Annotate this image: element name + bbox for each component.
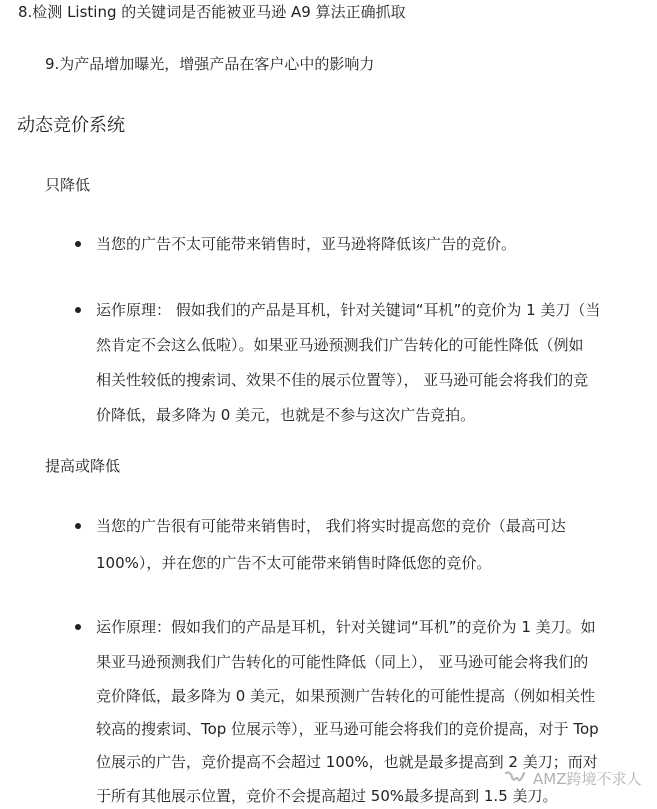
bullet-marker xyxy=(75,307,81,313)
wechat-channel-icon xyxy=(503,769,527,789)
s1-bullet2-line2: 然肯定不会这么低啦）。如果亚马逊预测我们广告转化的可能性降低（例如 xyxy=(96,336,584,354)
list-item-8: 8.检测 Listing 的关键词是否能被亚马逊 A9 算法正确抓取 xyxy=(18,3,406,21)
bullet-marker xyxy=(75,241,81,247)
s2-bullet2-line5: 位展示的广告，竞价提高不会超过 100%，也就是最多提高到 2 美刀；而对 xyxy=(96,753,598,771)
s2-bullet2-line3: 竞价降低，最多降为 0 美元，如果预测广告转化的可能性提高（例如相关性 xyxy=(96,687,596,705)
bullet-marker xyxy=(75,624,81,630)
s1-bullet2-line3: 相关性较低的搜索词、效果不佳的展示位置等）， 亚马逊可能会将我们的竞 xyxy=(96,371,589,389)
s2-bullet2-line4: 较高的搜索词、Top 位展示等），亚马逊可能会将我们的竞价提高，对于 Top xyxy=(96,720,599,738)
watermark xyxy=(503,768,641,789)
s2-bullet1-line2: 100%），并在您的广告不太可能带来销售时降低您的竞价。 xyxy=(96,554,492,572)
bullet-marker xyxy=(75,523,81,529)
subsection-title-decrease-only: 只降低 xyxy=(45,176,91,194)
s2-bullet2-line6: 于所有其他展示位置，竞价不会提高超过 50%最多提高到 1.5 美刀。 xyxy=(96,787,558,805)
s1-bullet1-line1: 当您的广告不太可能带来销售时，亚马逊将降低该广告的竞价。 xyxy=(96,235,517,253)
s2-bullet2-line1: 运作原理：假如我们的产品是耳机，针对关键词“耳机”的竞价为 1 美刀。如 xyxy=(96,618,596,636)
subsection-title-up-and-down: 提高或降低 xyxy=(45,457,121,475)
s2-bullet2-line2: 果亚马逊预测我们广告转化的可能性降低（同上）， 亚马逊可能会将我们的 xyxy=(96,653,589,671)
s2-bullet1-line1: 当您的广告很有可能带来销售时， 我们将实时提高您的竞价（最高可达 xyxy=(96,517,566,535)
list-item-9: 9.为产品增加曝光，增强产品在客户心中的影响力 xyxy=(45,55,375,73)
section-heading: 动态竞价系统 xyxy=(17,115,125,136)
s1-bullet2-line1: 运作原理： 假如我们的产品是耳机，针对关键词“耳机”的竞价为 1 美刀（当 xyxy=(96,301,601,319)
watermark-text: AMZ跨境不求人 xyxy=(533,770,642,788)
s1-bullet2-line4: 价降低，最多降为 0 美元，也就是不参与这次广告竞拍。 xyxy=(96,406,476,424)
